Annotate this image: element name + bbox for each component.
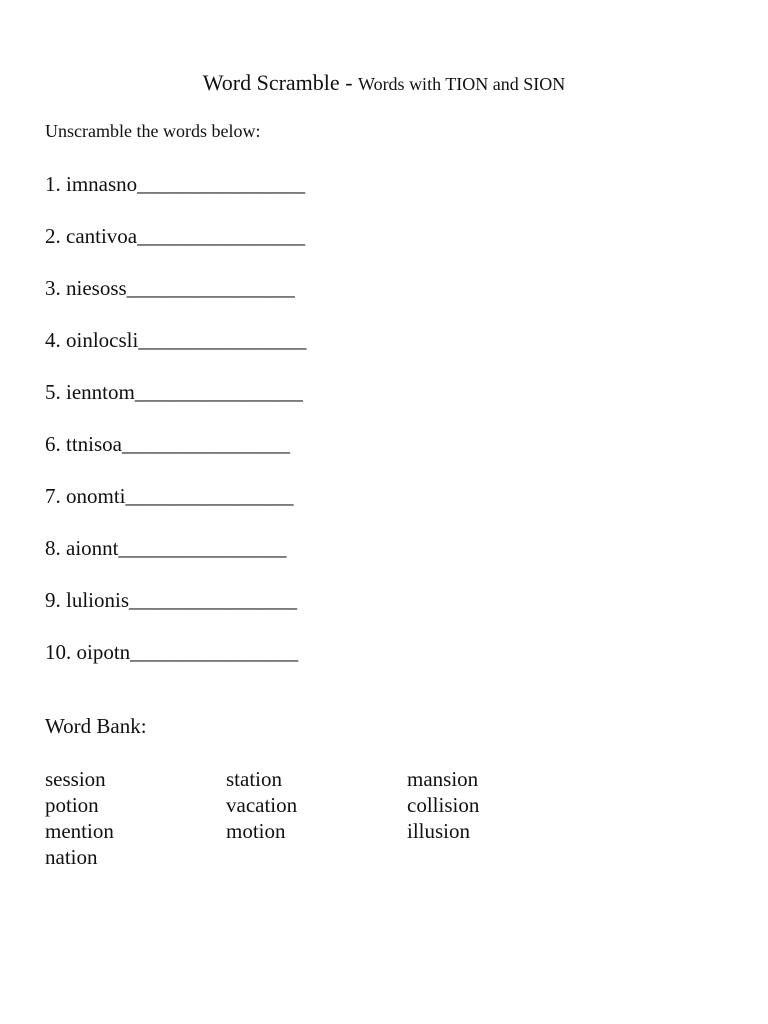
item-number: 4. [45,328,61,352]
scrambled-word: aionnt [66,536,119,560]
scrambled-word: oipotn [76,640,131,664]
answer-blank: ________________ [138,328,307,352]
scrambled-word: ienntom [66,380,135,404]
scramble-item [45,326,306,378]
item-number: 9. [45,588,61,612]
item-number: 3. [45,276,61,300]
scrambled-word: onomti [66,484,126,508]
word-bank [45,766,605,870]
word-bank-word: mansion [407,767,479,791]
scramble-item [45,170,306,222]
item-number: 5. [45,380,61,404]
word-bank-word: station [226,767,282,791]
scramble-item [45,586,306,638]
instructions: Unscramble the words below: [45,121,261,141]
scrambled-word: niesoss [66,276,127,300]
title-separator: - [339,70,359,95]
word-bank-word: nation [45,845,98,869]
scramble-item [45,222,306,274]
word-bank-word: illusion [407,819,471,843]
item-number: 8. [45,536,61,560]
answer-blank: ________________ [137,224,306,248]
item-number: 1. [45,172,61,196]
scramble-item [45,430,306,482]
scramble-item [45,378,306,430]
word-bank-label: Word Bank: [45,714,147,738]
scrambled-word: ttnisoa [66,432,122,456]
scrambled-word: cantivoa [66,224,138,248]
word-bank-word: session [45,767,106,791]
answer-blank: ________________ [130,640,299,664]
item-number: 7. [45,484,61,508]
item-number: 6. [45,432,61,456]
word-bank-word: motion [226,819,286,843]
scrambled-word: oinlocsli [66,328,139,352]
scramble-item [45,534,306,586]
word-bank-word: vacation [226,793,298,817]
scramble-item [45,482,306,534]
scramble-item [45,274,306,326]
word-bank-word: potion [45,793,99,817]
answer-blank: ________________ [122,432,290,456]
answer-blank: ________________ [126,276,295,300]
worksheet-title [0,70,768,96]
answer-blank: ________________ [134,380,303,404]
answer-blank: ________________ [118,536,287,560]
scrambled-word: lulionis [66,588,130,612]
word-bank-word: mention [45,819,114,843]
item-number: 10. [45,640,72,664]
title-main: Word Scramble [202,70,340,95]
item-number: 2. [45,224,61,248]
answer-blank: ________________ [129,588,298,612]
answer-blank: ________________ [137,172,306,196]
scrambled-word: imnasno [66,172,138,196]
answer-blank: ________________ [125,484,294,508]
scramble-item [45,638,306,690]
word-bank-word: collision [407,793,480,817]
scramble-list [45,170,306,690]
title-subtitle: Words with TION and SION [358,74,566,94]
